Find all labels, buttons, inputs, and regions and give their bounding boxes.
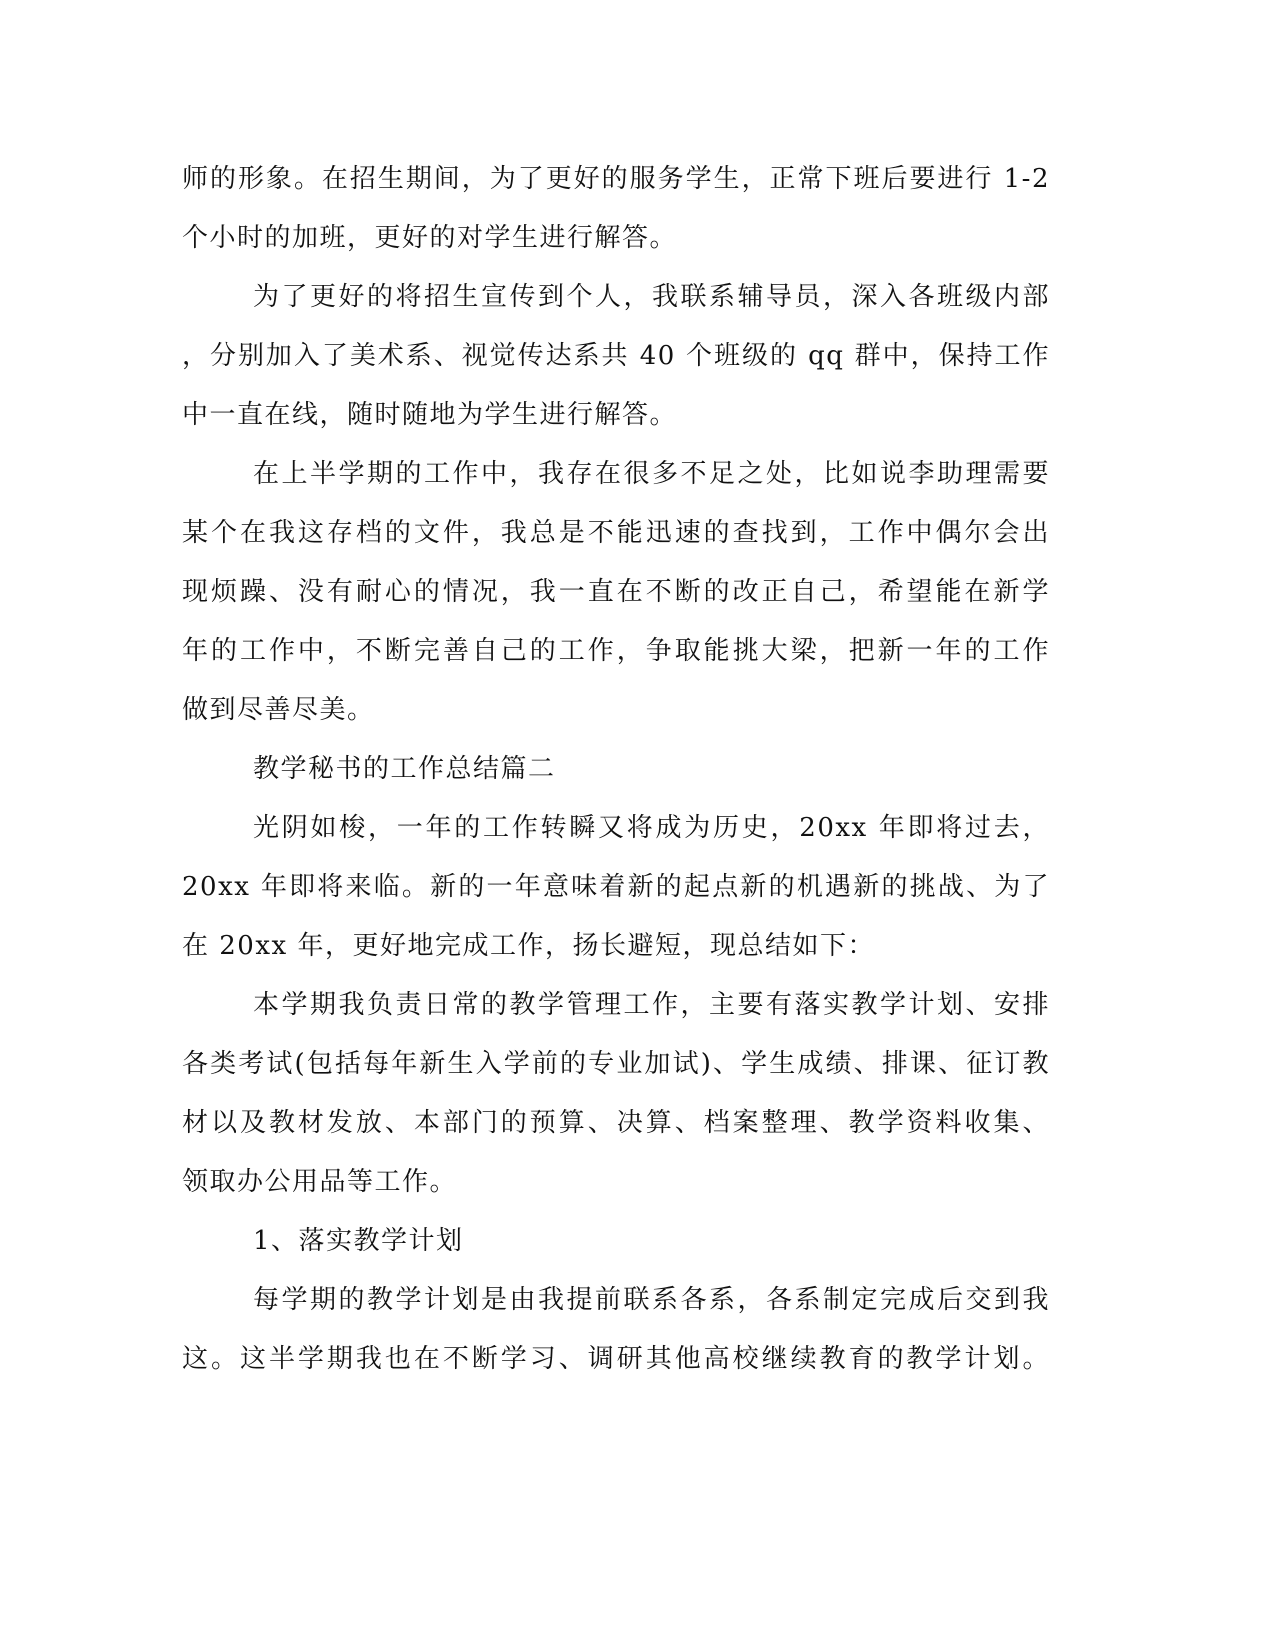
text-line: 某个在我这存档的文件，我总是不能迅速的查找到，工作中偶尔会出 — [182, 518, 1050, 548]
paragraph-start-line: 每学期的教学计划是由我提前联系各系，各系制定完成后交到我 — [253, 1285, 1050, 1315]
paragraph-start-line: 光阴如梭，一年的工作转瞬又将成为历史，20xx 年即将过去， — [253, 813, 1050, 843]
text-line: 20xx 年即将来临。新的一年意味着新的起点新的机遇新的挑战、为了 — [182, 872, 1050, 902]
text-line: 领取办公用品等工作。 — [182, 1167, 458, 1197]
text-line: 中一直在线，随时随地为学生进行解答。 — [182, 400, 678, 430]
paragraph-start-line: 本学期我负责日常的教学管理工作，主要有落实教学计划、安排 — [253, 990, 1050, 1020]
text-line: 各类考试(包括每年新生入学前的专业加试)、学生成绩、排课、征订教 — [182, 1049, 1050, 1079]
paragraph-start-line: 为了更好的将招生宣传到个人，我联系辅导员，深入各班级内部 — [253, 282, 1050, 312]
text-line: 这。这半学期我也在不断学习、调研其他高校继续教育的教学计划。 — [182, 1344, 1050, 1374]
numbered-heading: 1、落实教学计划 — [253, 1226, 464, 1256]
paragraph-start-line: 在上半学期的工作中，我存在很多不足之处，比如说李助理需要 — [253, 459, 1050, 489]
text-line: 做到尽善尽美。 — [182, 695, 375, 725]
text-line: 现烦躁、没有耐心的情况，我一直在不断的改正自己，希望能在新学 — [182, 577, 1050, 607]
text-line: 在 20xx 年，更好地完成工作，扬长避短，现总结如下： — [182, 931, 875, 961]
section-heading: 教学秘书的工作总结篇二 — [253, 754, 556, 784]
text-line: ，分别加入了美术系、视觉传达系共 40 个班级的 qq 群中，保持工作 — [182, 341, 1050, 371]
text-line: 材以及教材发放、本部门的预算、决算、档案整理、教学资料收集、 — [182, 1108, 1050, 1138]
document-body — [182, 150, 1050, 1389]
text-line: 个小时的加班，更好的对学生进行解答。 — [182, 223, 678, 253]
text-line: 年的工作中，不断完善自己的工作，争取能挑大梁，把新一年的工作 — [182, 636, 1050, 666]
text-line: 师的形象。在招生期间，为了更好的服务学生，正常下班后要进行 1-2 — [182, 164, 1050, 194]
